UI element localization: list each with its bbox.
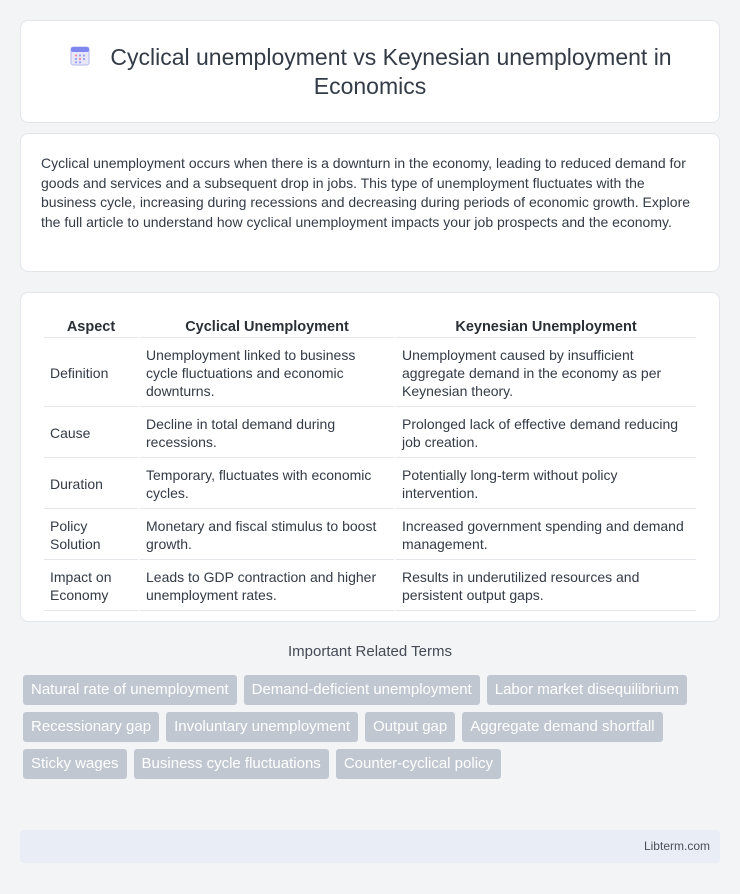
calendar-icon [68,44,92,68]
related-term-tag[interactable]: Demand-deficient unemployment [244,675,480,705]
footer [20,830,720,863]
page-title-wrap [51,43,689,101]
cell-cyclical: Decline in total demand during recessions. [140,409,394,458]
related-terms-title: Important Related Terms [288,643,452,660]
intro-card [20,133,720,272]
related-term-tag[interactable]: Natural rate of unemployment [23,675,237,705]
table-header-row [44,313,696,338]
table-row [44,511,696,560]
cell-aspect: Impact on Economy [44,562,138,611]
table-row [44,562,696,611]
title-card [20,20,720,123]
cell-keynesian: Potentially long-term without policy intervention. [396,460,696,509]
related-term-tag[interactable]: Counter-cyclical policy [336,749,501,779]
cell-aspect: Duration [44,460,138,509]
related-term-tag[interactable]: Recessionary gap [23,712,159,742]
comparison-table [42,311,698,613]
cell-keynesian: Increased government spending and demand management. [396,511,696,560]
header-aspect: Aspect [44,313,138,338]
table-row [44,409,696,458]
related-term-tag[interactable]: Aggregate demand shortfall [462,712,662,742]
cell-cyclical: Unemployment linked to business cycle fluctuations and economic downturns. [140,340,394,407]
cell-aspect: Policy Solution [44,511,138,560]
cell-keynesian: Unemployment caused by insufficient aggregate demand in the economy as per Keynesian theory. [396,340,696,407]
cell-aspect: Definition [44,340,138,407]
page-title: Cyclical unemployment vs Keynesian unemployment in Economics [110,43,672,99]
cell-aspect: Cause [44,409,138,458]
related-term-tag[interactable]: Labor market disequilibrium [487,675,687,705]
cell-cyclical: Temporary, fluctuates with economic cycles. [140,460,394,509]
related-term-tag[interactable]: Involuntary unemployment [166,712,358,742]
header-cyclical: Cyclical Unemployment [140,313,394,338]
cell-cyclical: Monetary and fiscal stimulus to boost growth. [140,511,394,560]
cell-keynesian: Prolonged lack of effective demand reducing job creation. [396,409,696,458]
cell-cyclical: Leads to GDP contraction and higher unemployment rates. [140,562,394,611]
intro-paragraph: Cyclical unemployment occurs when there is a downturn in the economy, leading to reduced demand for goods and services and a subsequent drop in jobs. This type of unemployment fluctuates with the business cycle, increasing during recessions and decreasing during periods of economic growth. Explore the full article to understand how cyclical unemployment impacts your job prospects and the economy. [41,155,691,230]
table-row [44,340,696,407]
related-terms-list [23,675,723,779]
cell-keynesian: Results in underutilized resources and persistent output gaps. [396,562,696,611]
related-term-tag[interactable]: Business cycle fluctuations [134,749,329,779]
related-term-tag[interactable]: Output gap [365,712,455,742]
related-term-tag[interactable]: Sticky wages [23,749,127,779]
table-row [44,460,696,509]
header-keynesian: Keynesian Unemployment [396,313,696,338]
comparison-card [20,292,720,622]
footer-site-link[interactable]: Libterm.com [643,839,710,853]
